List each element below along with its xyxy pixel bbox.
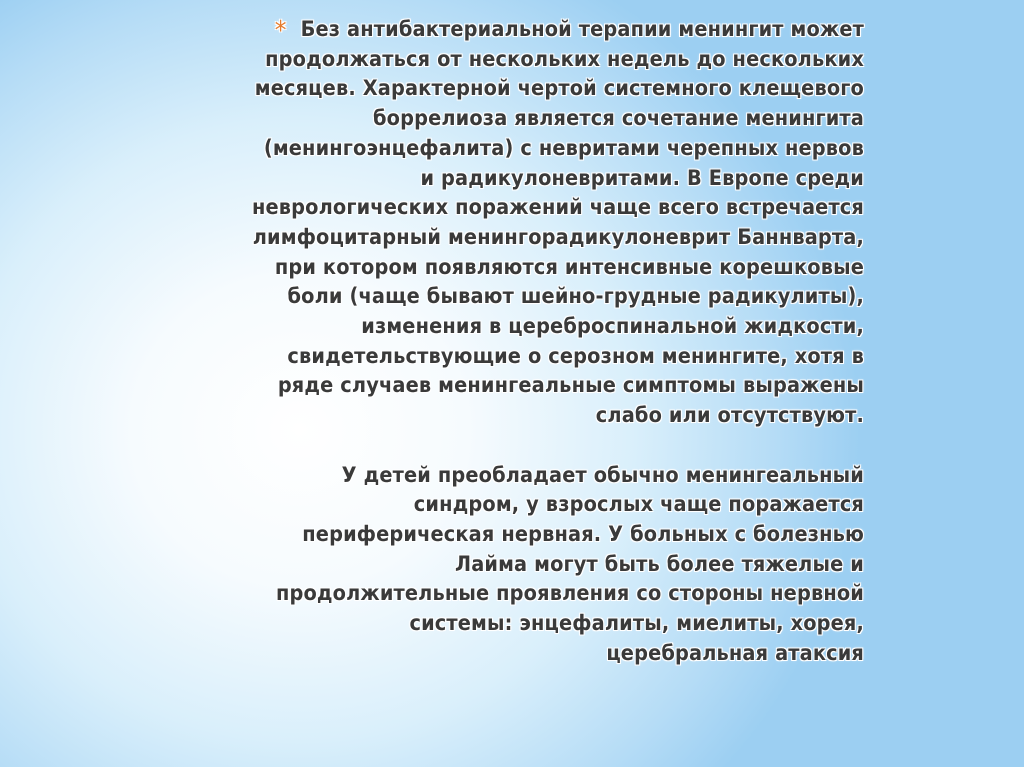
bullet-asterisk: * [274,16,287,46]
paragraph-1-text: Без антибактериальной терапии менингит может продолжаться от нескольких недель до нескольких месяцев. Характерной чертой системного клещевого боррелиоза является сочетание менингита (менингоэнцефалита) с невритами черепных нервов и радикулоневритами. В Европе среди неврологических поражений чаще всего встречается лимфоцитарный менингорадикулоневрит Баннварта, при котором появляются интенсивные корешковые боли (чаще бывают шейно-грудные радикулиты), изменения в цереброспинальной жидкости, свидетельствующие о серозном менингите, хотя в ряде случаев менингеальные симптомы выражены слабо или отсутствуют. [251,17,864,429]
paragraph-spacer [184,431,864,461]
slide-text-block [184,14,864,668]
paragraph-meningitis [184,14,864,431]
paragraph-children-adults: У детей преобладает обычно менингеальный синдром, у взрослых чаще поражается периферическая нервная. У больных с болезнью Лайма могут быть более тяжелые и продолжительные проявления со стороны нервной системы: энцефалиты, миелиты, хорея, церебральная атаксия [275,462,864,666]
